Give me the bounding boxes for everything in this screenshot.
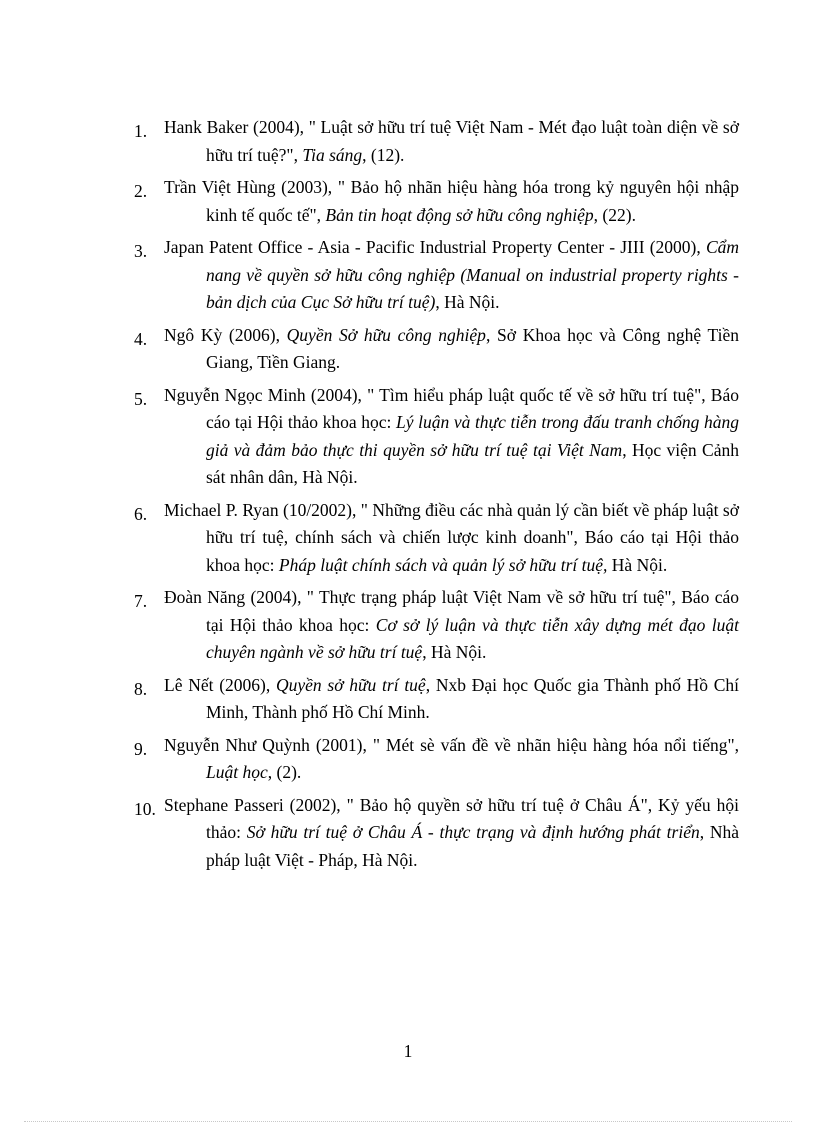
reference-title-italic: Luật học: [206, 762, 268, 782]
reference-text: Hank Baker (2004), " Luật sở hữu trí tuệ Việt Nam - Mét đạo luật toàn diện về sở hữu trí tuệ?",: [164, 117, 739, 165]
reference-item: [134, 584, 739, 667]
reference-title-italic: Sở hữu trí tuệ ở Châu Á - thực trạng và định hướng phát triển: [246, 822, 700, 842]
reference-text: , Học viện Cảnh sát nhân dân, Hà Nội.: [206, 439, 739, 487]
reference-item: [134, 174, 739, 229]
reference-item: [134, 234, 739, 317]
reference-number: 1.: [134, 121, 148, 141]
reference-number: 5.: [134, 388, 148, 409]
reference-item: [134, 732, 739, 787]
reference-text: Ngô Kỳ (2006),: [164, 324, 287, 345]
reference-text: Lê Nết (2006),: [164, 674, 276, 695]
reference-item: [134, 114, 739, 169]
reference-title-italic: Pháp luật chính sách và quản lý sở hữu trí tuệ,: [278, 554, 608, 575]
reference-item: [134, 497, 739, 580]
reference-list: [134, 114, 739, 879]
page-number: 1: [403, 1041, 413, 1061]
reference-text: , Hà Nội.: [422, 642, 487, 662]
reference-title-italic: Cẩm nang về quyền sở hữu công nghiệp (Manual on industrial property rights - bản dịch của Cục Sở hữu trí tuệ): [206, 237, 739, 312]
reference-text: Stephane Passeri (2002), " Bảo hộ quyền sở hữu trí tuệ ở Châu Á", Kỷ yếu hội thảo:: [164, 794, 739, 842]
reference-text: , (2).: [267, 762, 302, 782]
reference-title-italic: Cơ sở lý luận và thực tiễn xây dựng mét đạo luật chuyên ngành về sở hữu trí tuệ: [206, 614, 739, 662]
reference-number: 8.: [134, 678, 148, 699]
reference-text: Japan Patent Office - Asia - Pacific Industrial Property Center - JIII (2000),: [164, 237, 706, 257]
reference-text: Nguyễn Ngọc Minh (2004), " Tìm hiểu pháp luật quốc tế về sở hữu trí tuệ", Báo cáo tại Hội thảo khoa học:: [164, 384, 739, 432]
reference-number: 3.: [134, 241, 148, 261]
reference-text: , Sở Khoa học và Công nghệ Tiền Giang, Tiền Giang.: [206, 324, 739, 372]
reference-text: Nguyễn Như Quỳnh (2001), " Mét sè vấn đề về nhãn hiệu hàng hóa nổi tiếng",: [164, 734, 739, 755]
reference-number: 10.: [134, 798, 156, 819]
reference-text: Trần Việt Hùng (2003), " Bảo hộ nhãn hiệu hàng hóa trong kỷ nguyên hội nhập kinh tế quốc tế",: [164, 177, 739, 225]
reference-title-italic: Quyền Sở hữu công nghiệp: [286, 324, 486, 345]
reference-item: [134, 672, 739, 727]
reference-text: , Nxb Đại học Quốc gia Thành phố Hồ Chí Minh, Thành phố Hồ Chí Minh.: [206, 674, 739, 722]
reference-text: Michael P. Ryan (10/2002), " Những điều các nhà quản lý cần biết về pháp luật sở hữu trí tuệ, chính sách và chiến lược kinh doanh", Báo cáo tại Hội thảo khoa học:: [164, 499, 739, 575]
reference-item: [134, 382, 739, 492]
reference-title-italic: Bản tin hoạt động sở hữu công nghiệp: [325, 204, 594, 225]
reference-text: Đoàn Năng (2004), " Thực trạng pháp luật Việt Nam về sở hữu trí tuệ", Báo cáo tại Hội thảo khoa học:: [164, 587, 739, 635]
reference-item: [134, 322, 739, 377]
reference-number: 4.: [134, 328, 148, 349]
reference-text: , Hà Nội.: [435, 292, 500, 312]
reference-text: Hà Nội.: [607, 554, 668, 575]
reference-title-italic: Tia sáng: [302, 144, 363, 165]
reference-number: 7.: [134, 591, 148, 611]
reference-title-italic: Lý luận và thực tiễn trong đấu tranh chống hàng giả và đảm bảo thực thi quyền sở hữu trí tuệ tại Việt Nam: [206, 412, 739, 460]
reference-number: 2.: [134, 181, 148, 201]
reference-title-italic: Quyền sở hữu trí tuệ: [275, 674, 426, 695]
reference-number: 6.: [134, 503, 148, 524]
reference-text: , Nhà pháp luật Việt - Pháp, Hà Nội.: [206, 822, 739, 870]
reference-number: 9.: [134, 738, 148, 759]
reference-text: , (22).: [593, 204, 636, 225]
page-bottom-divider: [24, 1121, 792, 1122]
reference-text: , (12).: [362, 144, 405, 165]
reference-item: [134, 792, 739, 875]
